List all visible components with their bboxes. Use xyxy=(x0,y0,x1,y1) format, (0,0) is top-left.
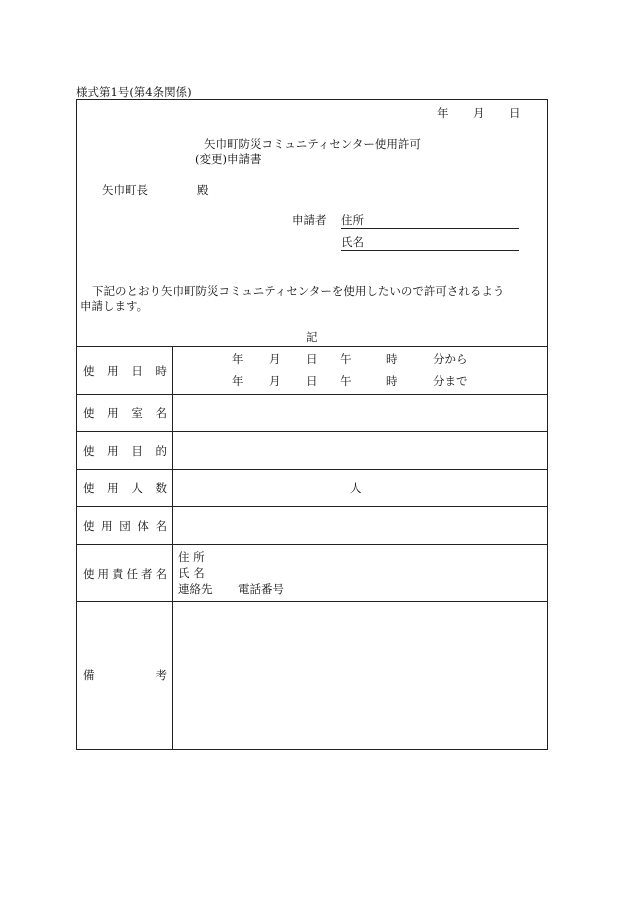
to-minute-label: 分まで xyxy=(433,374,468,388)
headcount-unit: 人 xyxy=(350,481,362,495)
date-day-label: 日 xyxy=(509,106,521,120)
from-month-label: 月 xyxy=(269,352,281,366)
applicant-name-field[interactable] xyxy=(341,234,519,251)
row-divider xyxy=(77,469,547,470)
purpose-label: 使用目的 xyxy=(83,444,167,458)
responsible-label: 使用責任者名 xyxy=(83,567,167,581)
form-number-label: 様式第1号(第4条関係) xyxy=(76,85,192,99)
applicant-address-field[interactable] xyxy=(341,212,519,229)
from-hour-label: 時 xyxy=(386,352,398,366)
room-name-label: 使用室名 xyxy=(83,406,167,420)
remarks-field[interactable] xyxy=(174,603,546,749)
responsible-phone-label: 電話番号 xyxy=(238,582,284,596)
ki-marker: 記 xyxy=(306,330,318,344)
row-divider xyxy=(77,506,547,507)
room-name-field[interactable] xyxy=(174,396,546,430)
remarks-label: 備考 xyxy=(83,668,167,682)
from-year-label: 年 xyxy=(232,352,244,366)
usage-datetime-label: 使用日時 xyxy=(83,364,167,378)
row-divider xyxy=(77,431,547,432)
to-ampm-label: 午 xyxy=(340,374,352,388)
to-month-label: 月 xyxy=(269,374,281,388)
row-divider xyxy=(77,544,547,545)
table-column-divider xyxy=(172,346,173,750)
responsible-address-label: 住 所 xyxy=(178,550,205,564)
addressee-name: 矢巾町長 xyxy=(102,183,148,197)
purpose-field[interactable] xyxy=(174,433,546,467)
addressee-honorific: 殿 xyxy=(197,183,209,197)
body-text-line2: 申請します。 xyxy=(80,299,149,313)
row-divider xyxy=(77,601,547,602)
form-subtitle: (変更)申請書 xyxy=(195,152,262,166)
responsible-contact-label: 連絡先 xyxy=(178,582,213,596)
date-month-label: 月 xyxy=(473,106,485,120)
application-form xyxy=(76,99,548,750)
to-year-label: 年 xyxy=(232,374,244,388)
responsible-name-label: 氏 名 xyxy=(178,566,205,580)
from-minute-label: 分から xyxy=(433,352,468,366)
headcount-label: 使用人数 xyxy=(83,481,167,495)
form-title: 矢巾町防災コミュニティセンター使用許可 xyxy=(204,137,421,151)
to-day-label: 日 xyxy=(306,374,318,388)
group-name-label: 使用団体名 xyxy=(83,519,167,533)
table-top-border xyxy=(77,346,547,347)
from-ampm-label: 午 xyxy=(340,352,352,366)
date-year-label: 年 xyxy=(437,106,449,120)
from-day-label: 日 xyxy=(306,352,318,366)
row-divider xyxy=(77,394,547,395)
body-text-line1: 下記のとおり矢巾町防災コミュニティセンターを使用したいので許可されるよう xyxy=(92,284,505,298)
applicant-label: 申請者 xyxy=(292,213,327,227)
applicant-name-label: 氏名 xyxy=(341,234,519,251)
group-name-field[interactable] xyxy=(174,508,546,542)
to-hour-label: 時 xyxy=(386,374,398,388)
applicant-address-label: 住所 xyxy=(341,212,519,229)
